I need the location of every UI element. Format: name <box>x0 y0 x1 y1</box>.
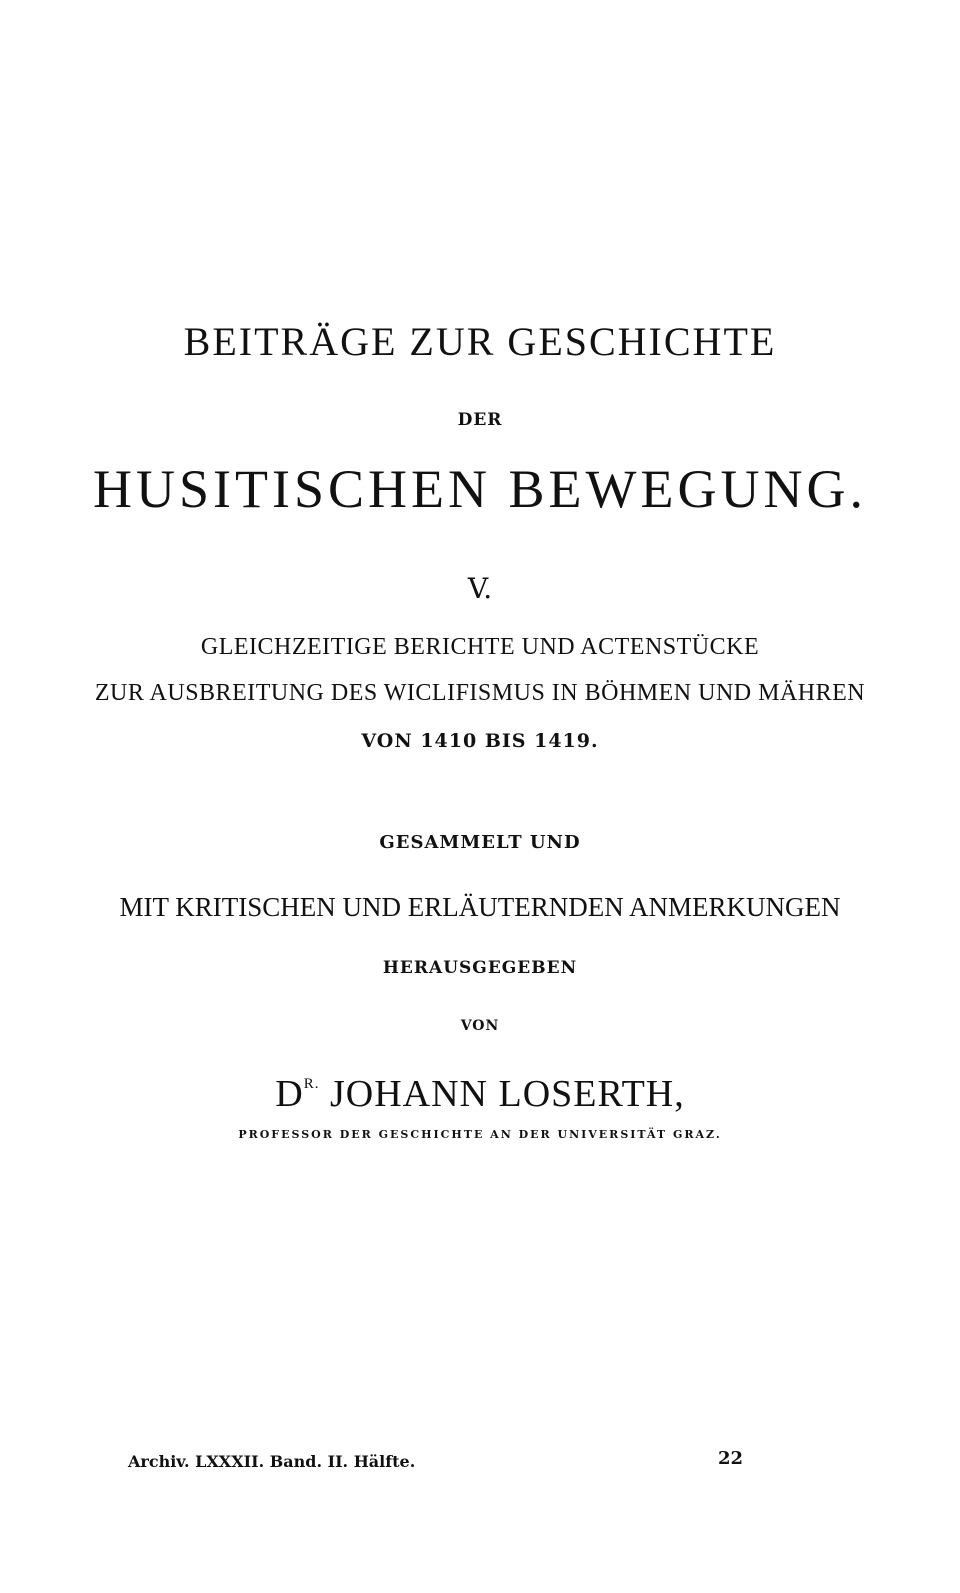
title-line-2: HUSITISCHEN BEWEGUNG. <box>93 459 867 519</box>
title-line-1: BEITRÄGE ZUR GESCHICHTE <box>183 319 777 364</box>
author-fullname: JOHANN LOSERTH, <box>330 1073 685 1115</box>
author-position: PROFESSOR DER GESCHICHTE AN DER UNIVERSITÄT GRAZ. <box>238 1128 722 1141</box>
volume-number: V. <box>467 572 493 605</box>
subtitle-line-2: ZUR AUSBREITUNG DES WICLIFISMUS IN BÖHMEN UND MÄHREN <box>94 680 866 706</box>
title-connector: DER <box>457 410 503 430</box>
author-name <box>0 1072 960 1116</box>
annotations-line: MIT KRITISCHEN UND ERLÄUTERNDEN ANMERKUNGEN <box>119 892 841 922</box>
collected-line: GESAMMELT UND <box>379 832 581 853</box>
footer-sheet-number: 22 <box>718 1448 744 1469</box>
footer-signature: Archiv. LXXXII. Band. II. Hälfte. <box>128 1452 416 1471</box>
subtitle-line-1: GLEICHZEITIGE BERICHTE UND ACTENSTÜCKE <box>200 634 760 660</box>
by-line: VON <box>460 1018 500 1034</box>
author-prefix-superscript: R. <box>303 1076 320 1092</box>
author-prefix: D <box>275 1073 304 1115</box>
subtitle-line-3: VON 1410 BIS 1419. <box>361 730 599 752</box>
edited-line: HERAUSGEGEBEN <box>382 958 578 978</box>
